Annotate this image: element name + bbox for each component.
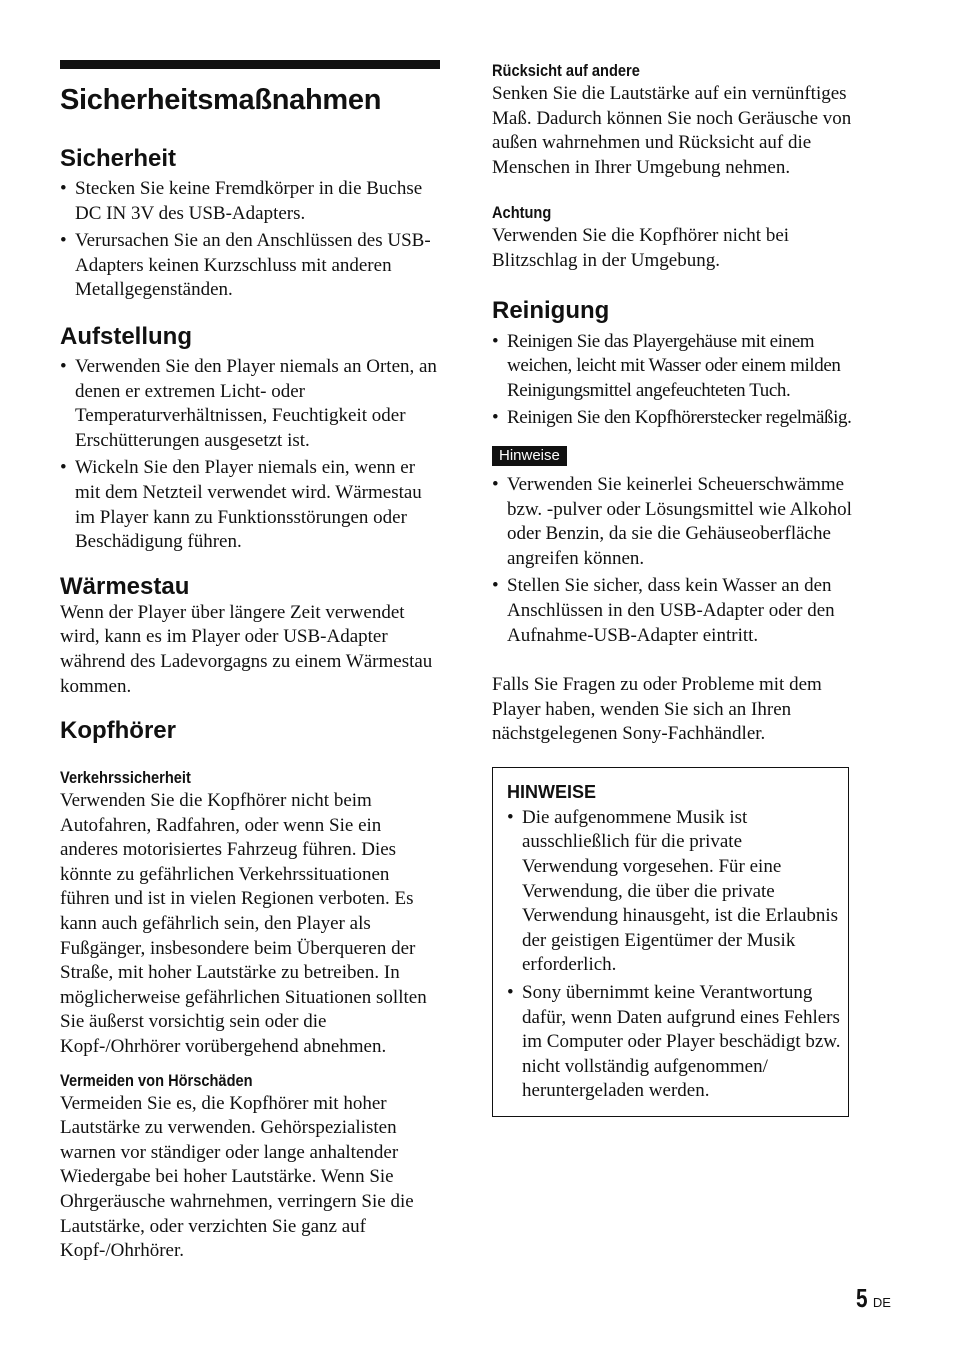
list-item: • Verwenden Sie den Player niemals an Orten, an denen er extremen Licht- oder Temperaturverhältnissen, Feuchtigkeit oder Erschütterungen ausgesetzt ist. [60,355,440,453]
heading-aufstellung: Aufstellung [60,322,192,350]
page-number-value: 5 [856,1283,868,1313]
right-column [492,60,874,1117]
text-hoerschaeden: Vermeiden Sie es, die Kopfhörer mit hoher Lautstärke zu verwenden. Gehörspezialisten warnen vor ständiger oder lange anhaltender Wiedergabe bei hoher Lautstärke. Wenn Sie Ohrgeräusche wahrnehmen, verringern Sie die Lautstärke, oder verzichten Sie ganz auf Kopf-/Ohrhörer. [60,1092,414,1262]
subheading-achtung: Achtung [492,203,552,223]
list-item: • Reinigen Sie den Kopfhörerstecker regelmäßig. [492,406,874,431]
subheading-ruecksicht: Rücksicht auf andere [492,61,640,80]
hinweise-badge: Hinweise [492,446,567,466]
heading-reinigung: Reinigung [492,296,610,324]
text-ruecksicht: Senken Sie die Lautstärke auf ein vernünftiges Maß. Dadurch können Sie noch Geräusche von außen wahrnehmen und Rücksicht auf die Menschen in Ihrer Umgebung nehmen. [492,83,852,178]
list-item: • Verursachen Sie an den Anschlüssen des USB-Adapters keinen Kurzschluss mit anderen Metallgegenständen. [60,229,440,303]
text-achtung: Verwenden Sie die Kopfhörer nicht bei Blitzschlag in der Umgebung. [492,225,790,271]
page-number [856,1283,891,1314]
list-item: • Stellen Sie sicher, dass kein Wasser an den Anschlüssen in den USB-Adapter oder den Aufnahme-USB-Adapter eintritt. [492,574,874,648]
heading-kopfhoerer: Kopfhörer [60,717,176,745]
text-fragen: Falls Sie Fragen zu oder Probleme mit dem Player haben, wenden Sie sich an Ihren nächstgelegenen Sony-Fachhändler. [492,674,822,745]
notice-title: HINWEISE [507,781,597,802]
list-item: • Verwenden Sie keinerlei Scheuerschwämme bzw. -pulver oder Lösungsmittel wie Alkohol oder Benzin, da sie die Gehäuseoberfläche angreifen können. [492,473,874,571]
page-language-code: DE [872,1295,891,1310]
list-item: • Reinigen Sie das Playergehäuse mit einem weichen, leicht mit Wasser oder einem milden Reinigungsmittel angefeuchteten Tuch. [492,330,874,404]
hinweise-badge-row [492,446,874,466]
page-title: Sicherheitsmaßnahmen [60,84,382,116]
list-item: • Stecken Sie keine Fremdkörper in die Buchse DC IN 3V des USB-Adapters. [60,177,440,226]
heading-sicherheit: Sicherheit [60,145,177,172]
list-hinweise [492,473,874,648]
title-rule [60,60,440,69]
list-item: • Sony übernimmt keine Verantwortung dafür, wenn Daten aufgrund eines Fehlers im Computer oder Player beschädigt bzw. nicht vollständig aufgenommen/ heruntergeladen werden. [507,981,842,1104]
notice-box [492,767,849,1117]
left-column [60,60,440,1264]
list-item: • Die aufgenommene Musik ist ausschließlich für die private Verwendung vorgesehen. Für eine Verwendung, die über die private Verwendung hinausgeht, ist die Erlaubnis der geistigen Eigentümer der Musik erforderlich. [507,806,842,978]
text-verkehrssicherheit: Verwenden Sie die Kopfhörer nicht beim Autofahren, Radfahren, oder wenn Sie ein anderes motorisiertes Fahrzeug führen. Dies könnte zu gefährlichen Verkehrssituationen führen und ist in vielen Regionen verboten. Es kann auch gefährlich sein, den Player als Fußgänger, insbesondere beim Überqueren der Straße, mit hoher Lautstärke zu betreiben. In möglicherweise gefährlichen Situationen sollten Sie äußerst vorsichtig sein oder die Kopf-/Ohrhörer vorübergehend abnehmen. [60,790,427,1058]
list-reinigung [492,330,874,431]
subheading-hoerschaeden: Vermeiden von Hörschäden [60,1070,253,1090]
list-item: • Wickeln Sie den Player niemals ein, wenn er mit dem Netzteil verwendet wird. Wärmestau im Player kann zu Funktionsstörungen oder Beschädigung führen. [60,456,440,554]
list-notice [507,806,842,1104]
list-sicherheit [60,177,440,303]
text-waermestau: Wenn der Player über längere Zeit verwendet wird, kann es im Player oder USB-Adapter während des Ladevorgagns zu einem Wärmestau kommen. [60,601,433,697]
list-aufstellung [60,355,440,555]
heading-waermestau: Wärmestau [60,572,190,600]
subheading-verkehrssicherheit: Verkehrssicherheit [60,768,191,788]
